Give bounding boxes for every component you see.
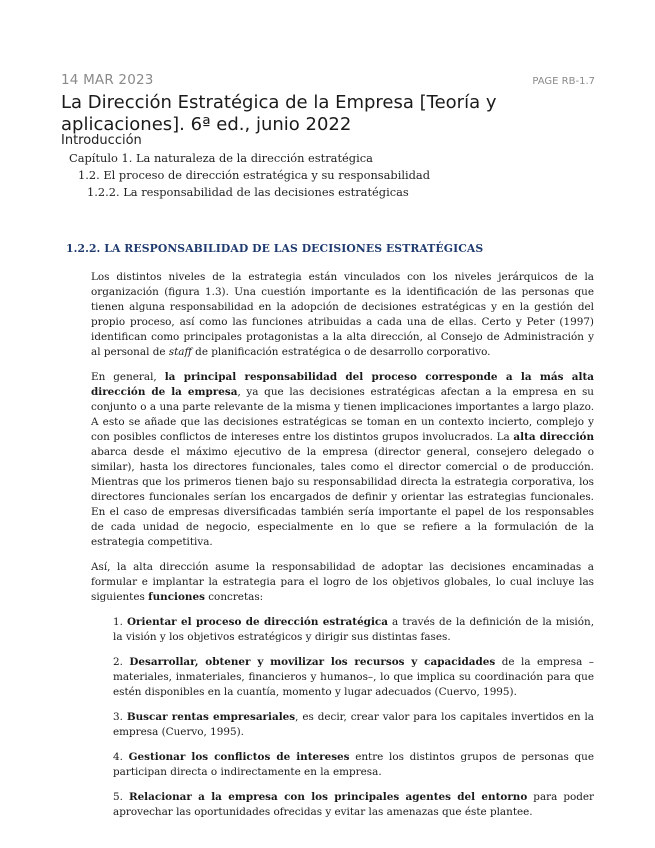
list-item: 2. Desarrollar, obtener y movilizar los recursos y capacidades de la empresa –materiales, inmateriales, financieros y humanos–, lo que implica su coordinación para que estén disponibles en la cuantía, momento y lugar adecuados (Cuervo, 1995). [113, 656, 595, 698]
bold-funciones: funciones [148, 591, 205, 603]
document-title: La Dirección Estratégica de la Empresa [Teoría y aplicaciones]. 6ª ed., junio 2022 [61, 92, 497, 135]
header-date: 14 MAR 2023 [61, 72, 154, 88]
breadcrumb-section-1-2[interactable]: 1.2. El proceso de dirección estratégica y su responsabilidad [78, 168, 431, 182]
list-item: 5. Relacionar a la empresa con los principales agentes del entorno para poder aprovechar las oportunidades ofrecidas y evitar las amenazas que éste plantee. [113, 791, 595, 818]
paragraph-3: Así, la alta dirección asume la responsabilidad de adoptar las decisiones encaminadas a formular e implantar la estrategia para el logro de los objetivos globales, lo cual incluye las siguientes funciones concretas: [91, 561, 594, 603]
breadcrumb-chapter-1[interactable]: Capítulo 1. La naturaleza de la dirección estratégica [69, 151, 373, 165]
paragraph-2: En general, la principal responsabilidad del proceso corresponde a la más alta dirección de la empresa, ya que las decisiones estratégicas afectan a la empresa en su conjunto o a una parte relevante de la misma y tienen implicaciones importantes a largo plazo. A esto se añade que las decisiones estratégicas se toman en un contexto incierto, complejo y con posibles conflictos de intereses entre los distintos grupos involucrados. La alta dirección abarca desde el máximo ejecutivo de la empresa (director general, consejero delegado o similar), hasta los directores funcionales, tales como el director comercial o de producción. Mientras que los primeros tienen bajo su responsabilidad directa la estrategia corporativa, los directores funcionales serían los encargados de definir y orientar las estrategias funcionales. En el caso de empresas diversificadas también sería importante el papel de los responsables de cada unidad de negocio, especialmente en lo que se refiere a la formulación de la estrategia competitiva. [91, 371, 594, 548]
section-body [91, 270, 594, 830]
header-page-ref: PAGE RB-1.7 [532, 76, 595, 87]
breadcrumb-introduccion[interactable]: Introducción [61, 133, 142, 148]
section-heading: 1.2.2. LA RESPONSABILIDAD DE LAS DECISIONES ESTRATÉGICAS [66, 242, 484, 255]
list-item: 4. Gestionar los conflictos de intereses entre los distintos grupos de personas que participan directa o indirectamente en la empresa. [113, 751, 595, 778]
list-item: 1. Orientar el proceso de dirección estratégica a través de la definición de la misión, la visión y los objetivos estratégicos y dirigir sus distintas fases. [113, 616, 594, 643]
bold-main-responsibility: la principal responsabilidad del proceso corresponde a la más alta dirección de la empresa [91, 371, 594, 398]
italic-staff: staff [168, 346, 192, 358]
functions-list [91, 615, 594, 820]
bold-alta-direccion: alta dirección [513, 431, 594, 443]
list-item: 3. Buscar rentas empresariales, es decir, crear valor para los capitales invertidos en la empresa (Cuervo, 1995). [113, 711, 594, 738]
paragraph-1: Los distintos niveles de la estrategia están vinculados con los niveles jerárquicos de la organización (figura 1.3). Una cuestión importante es la identificación de las personas que tienen alguna responsabilidad en la adopción de decisiones estratégicas y en la gestión del propio proceso, así como las funciones atribuidas a cada una de ellas. Certo y Peter (1997) identifican como principales protagonistas a la alta dirección, al Consejo de Administración y al personal de staff de planificación estratégica o de desarrollo corporativo. [91, 271, 594, 358]
breadcrumb-subsection-1-2-2[interactable]: 1.2.2. La responsabilidad de las decisiones estratégicas [87, 185, 409, 199]
